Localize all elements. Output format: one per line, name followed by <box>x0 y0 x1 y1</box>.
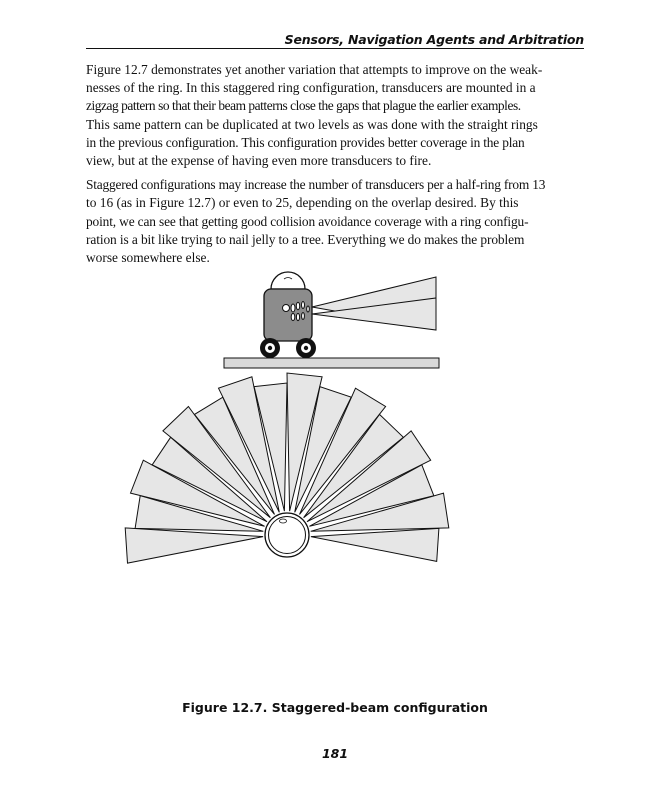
transducer-icon <box>296 302 299 310</box>
page-number: 181 <box>321 746 349 761</box>
wheel-left <box>260 338 280 358</box>
transducer-icon <box>302 313 305 320</box>
transducer-icon <box>291 304 295 312</box>
figure-caption: Figure 12.7. Staggered-beam configuration <box>182 700 488 715</box>
text-line: in the previous configuration. This configuration provides better coverage in the plan <box>86 134 525 150</box>
text-line: Staggered configurations may increase the number of transducers per a half-ring from 13 <box>86 177 546 193</box>
text-line: to 16 (as in Figure 12.7) or even to 25, depending on the overlap desired. By this <box>86 195 519 211</box>
robot-plan <box>265 513 309 557</box>
text-line: ration is a bit like trying to nail jelly to a tree. Everything we do makes the problem <box>86 231 525 247</box>
transducer-icon <box>283 305 290 312</box>
transducer-icon <box>296 313 299 320</box>
text-line: Figure 12.7 demonstrates yet another variation that attempts to improve on the weak- <box>86 62 543 77</box>
floor-bar <box>224 358 439 368</box>
robot-dome <box>271 272 305 289</box>
text-line: zigzag pattern so that their beam patterns close the gaps that plague the earlier examples. <box>86 98 521 114</box>
text-line: point, we can see that getting good collision avoidance coverage with a ring configu- <box>86 213 529 229</box>
plan-view <box>125 373 449 563</box>
text-line: This same pattern can be duplicated at two levels as was done with the straight rings <box>86 116 538 132</box>
beam-wedge <box>125 528 263 563</box>
text-line: nesses of the ring. In this staggered ring configuration, transducers are mounted in a <box>86 80 536 96</box>
beam-wedge <box>311 528 439 561</box>
text-line: worse somewhere else. <box>86 250 210 266</box>
text-line: view, but at the expense of having even more transducers to fire. <box>86 153 432 169</box>
side-view <box>224 272 439 368</box>
wheel-right <box>296 338 316 358</box>
transducer-icon <box>307 306 310 312</box>
transducer-icon <box>291 313 295 320</box>
running-header: Sensors, Navigation Agents and Arbitration <box>284 32 584 47</box>
transducer-icon <box>302 302 305 309</box>
